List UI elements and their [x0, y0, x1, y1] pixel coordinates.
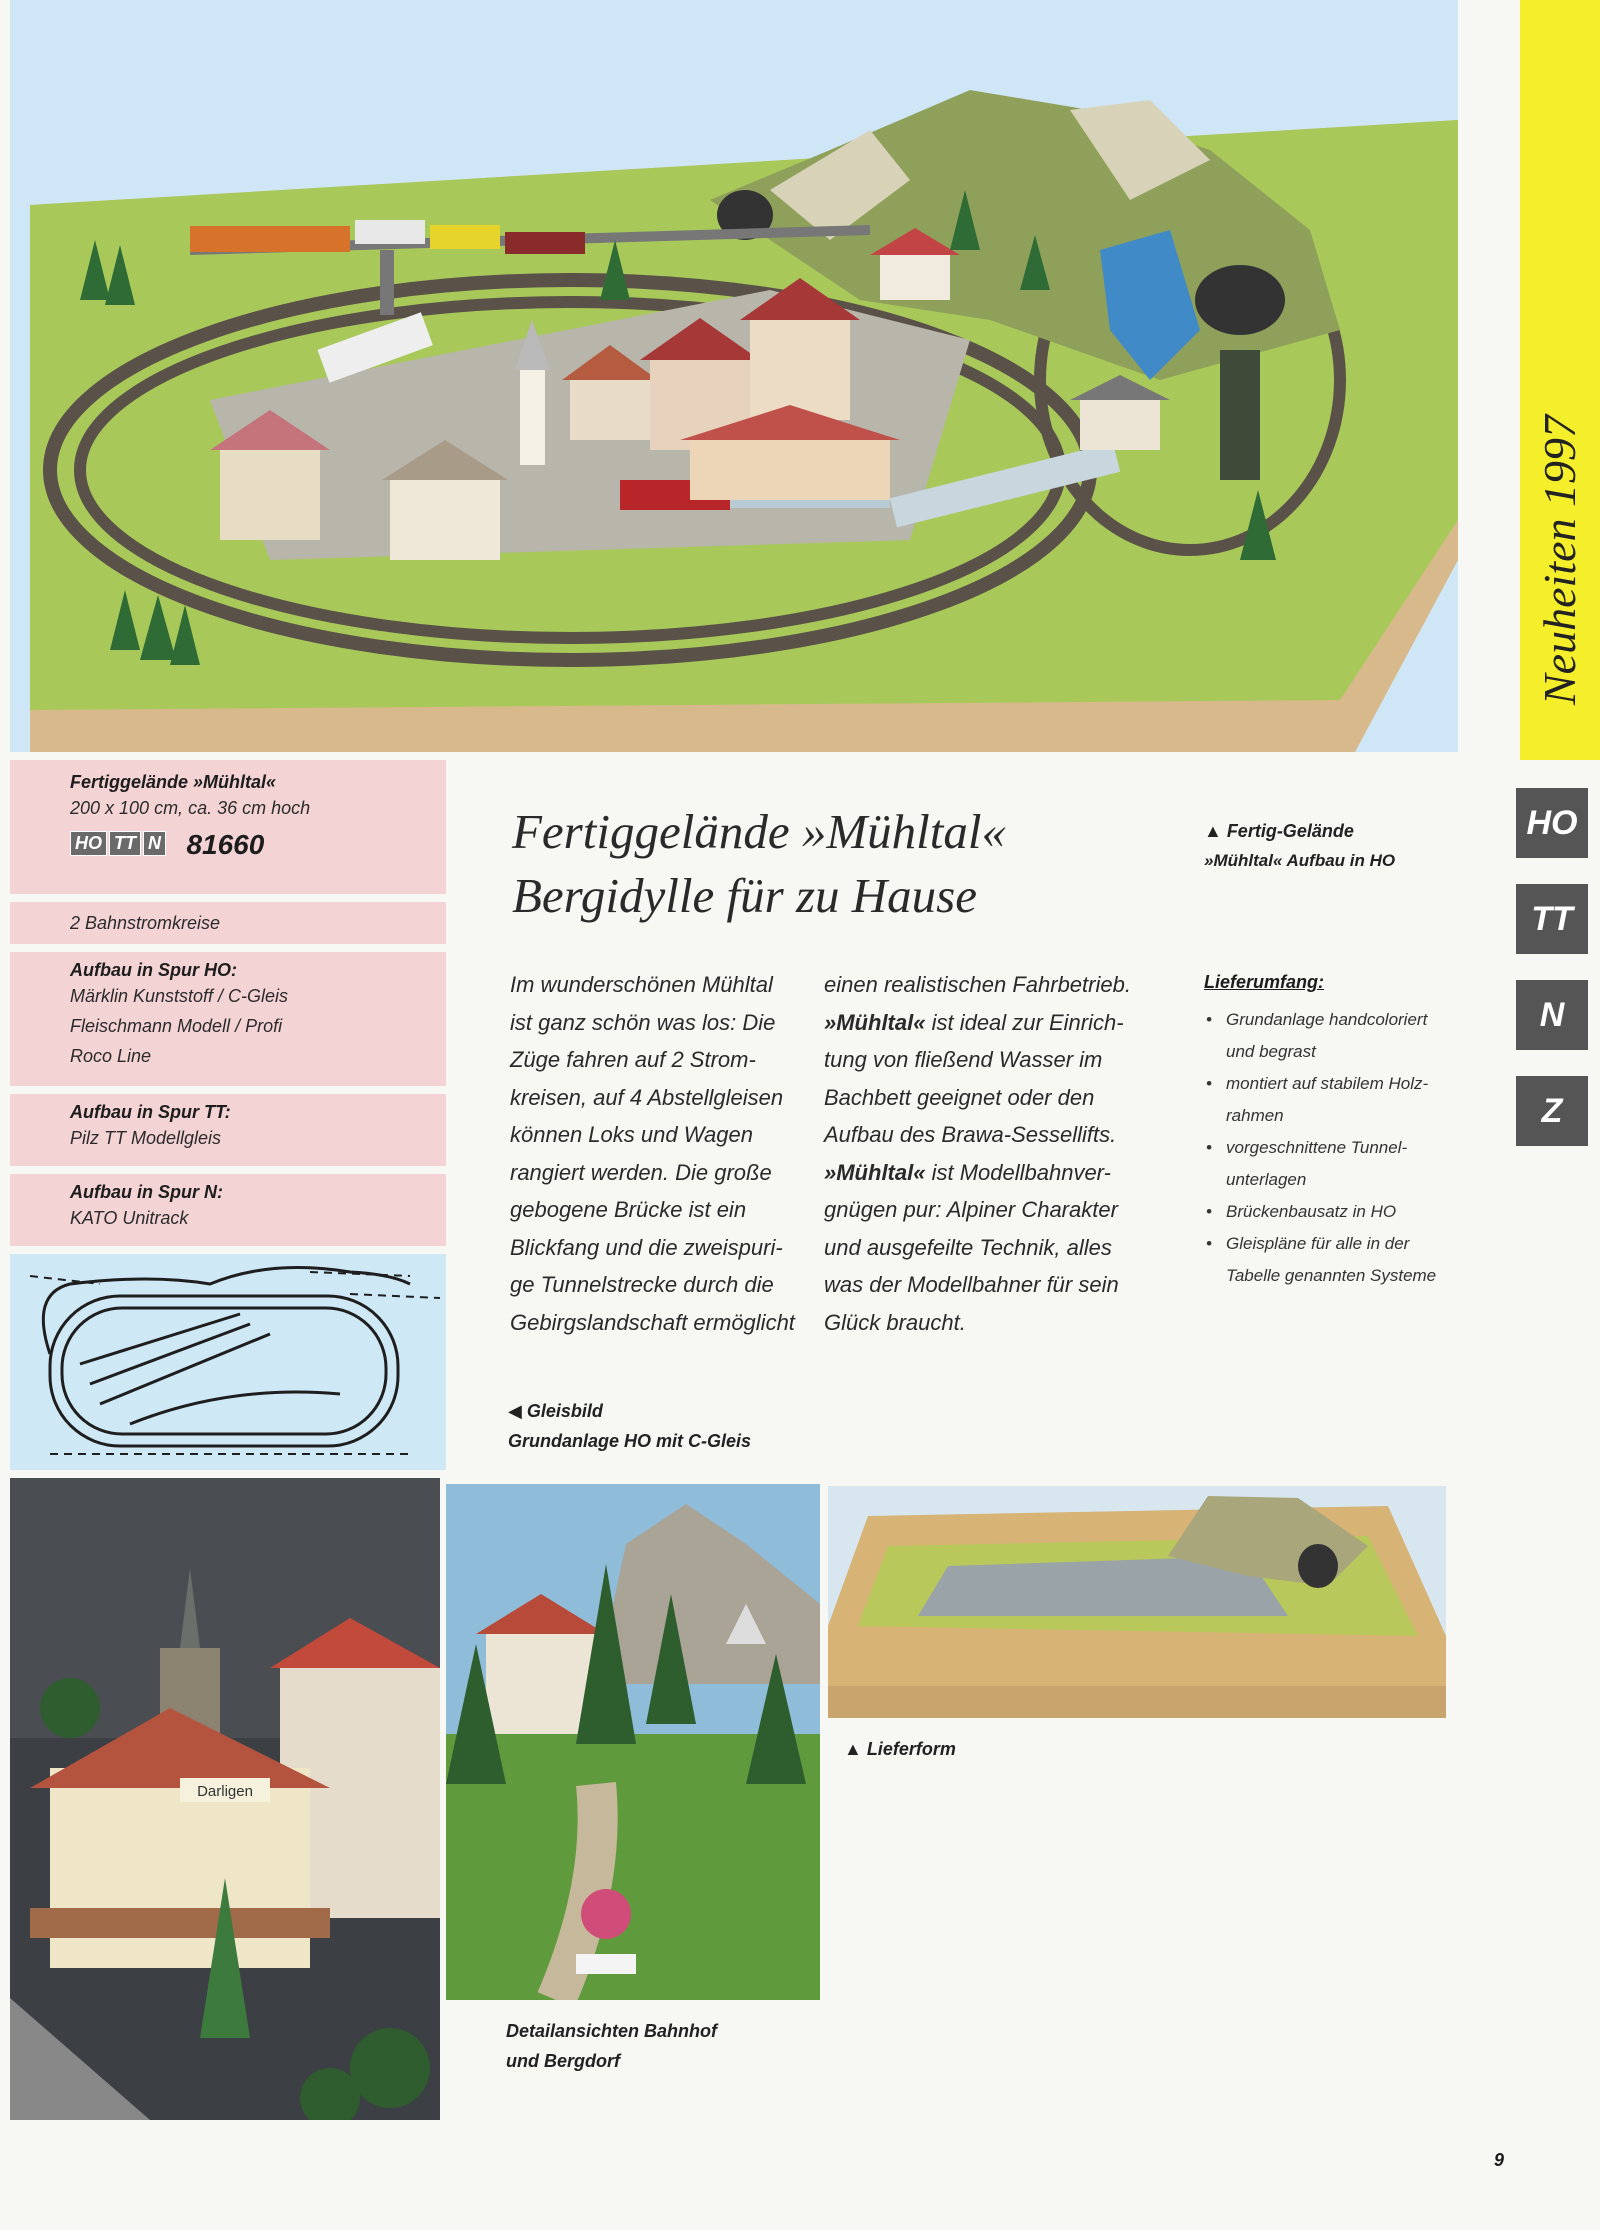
headline-line2: Bergidylle für zu Hause — [512, 868, 977, 923]
scale-badge-tt: TT — [109, 831, 141, 856]
scale-badge-n: N — [143, 831, 166, 856]
year-tab — [1520, 0, 1600, 760]
product-size: 200 x 100 cm, ca. 36 cm hoch — [70, 798, 311, 818]
spur-ho-heading: Aufbau in Spur HO: — [70, 960, 237, 980]
scale-badge-ho: HO — [70, 831, 107, 856]
village-detail-photo — [446, 1484, 820, 2000]
spur-n-box — [10, 1174, 446, 1246]
body-text-2c: ist Modellbahnver- gnügen pur: Alpiner Charakter und ausgefeilte Technik, alles was der Modellbahner für sein Glück braucht. — [824, 1159, 1119, 1335]
caption-gleisbild-line1: ◀ Gleisbild — [508, 1401, 603, 1421]
circuits-box — [10, 902, 446, 944]
caption-detail-line2: und Bergdorf — [506, 2051, 620, 2071]
caption-detail-line1: Detailansichten Bahnhof — [506, 2021, 718, 2041]
spur-n-line: KATO Unitrack — [70, 1208, 189, 1228]
caption-lieferform: ▲ Lieferform — [844, 1739, 956, 1759]
year-tab-label: Neuheiten 1997 — [1534, 415, 1585, 705]
product-id-row — [70, 829, 446, 861]
spur-ho-box — [10, 952, 446, 1086]
station-detail-photo — [10, 1478, 440, 2120]
scale-tab-tt[interactable]: TT — [1516, 884, 1588, 954]
scale-tab-ho[interactable]: HO — [1516, 788, 1588, 858]
product-name: Fertiggelände »Mühltal« — [70, 772, 277, 792]
caption-top-right-line2: »Mühltal« Aufbau in HO — [1204, 851, 1396, 870]
product-header-box — [10, 760, 446, 894]
body-column-2 — [824, 966, 1144, 1341]
page-title — [512, 800, 1132, 928]
headline-line1: Fertiggelände »Mühltal« — [512, 804, 1006, 859]
scale-tab-z[interactable]: Z — [1516, 1076, 1588, 1146]
delivery-form-photo — [828, 1486, 1446, 1718]
list-item: • vorgeschnittene Tunnel- unterlagen — [1204, 1132, 1474, 1196]
scale-tab-n[interactable]: N — [1516, 980, 1588, 1050]
spur-tt-box — [10, 1094, 446, 1166]
station-sign-text: Darligen — [197, 1783, 253, 1800]
body-column-1 — [510, 966, 800, 1341]
lieferumfang-title: Lieferumfang: — [1204, 972, 1325, 992]
caption-detail — [506, 2016, 717, 2076]
lieferumfang-list — [1204, 1004, 1474, 1292]
spur-ho-line: Roco Line — [70, 1046, 152, 1066]
spur-tt-heading: Aufbau in Spur TT: — [70, 1102, 231, 1122]
caption-gleisbild — [508, 1396, 751, 1456]
body-text-2a: einen realistischen Fahrbetrieb. — [824, 972, 1131, 997]
list-item: • montiert auf stabilem Holz- rahmen — [1204, 1068, 1474, 1132]
spur-ho-line: Fleischmann Modell / Profi — [70, 1016, 283, 1036]
product-name-bold: »Mühltal« — [824, 1009, 926, 1035]
page-number: 9 — [1494, 2150, 1505, 2170]
caption-top-right — [1204, 816, 1395, 876]
body-text-1: Im wunderschönen Mühltal ist ganz schön was los: Die Züge fahren auf 2 Strom- kreisen, auf 4 Abstellgleisen können Loks und Wagen rangiert werden. Die große gebogene Brücke ist ein Blickfang und die zweispuri- ge Tunnelstrecke durch die Gebirgslandschaft ermöglicht — [510, 972, 795, 1335]
list-item: • Gleispläne für alle in der Tabelle genannten Systeme — [1204, 1228, 1474, 1292]
track-plan-diagram — [10, 1254, 446, 1470]
caption-top-right-line1: ▲ Fertig-Gelände — [1204, 821, 1354, 841]
layout-photo-main — [10, 0, 1458, 752]
article-number: 81660 — [186, 829, 265, 860]
list-item: • Brückenbausatz in HO — [1204, 1196, 1474, 1228]
spur-ho-line: Märklin Kunststoff / C-Gleis — [70, 986, 289, 1006]
spur-tt-line: Pilz TT Modellgleis — [70, 1128, 222, 1148]
list-item: • Grundanlage handcoloriert und begrast — [1204, 1004, 1474, 1068]
caption-gleisbild-line2: Grundanlage HO mit C-Gleis — [508, 1431, 752, 1451]
product-name-bold: »Mühltal« — [824, 1159, 926, 1185]
spur-n-heading: Aufbau in Spur N: — [70, 1182, 223, 1202]
circuits-text: 2 Bahnstromkreise — [70, 913, 221, 933]
body-text-2b: ist ideal zur Einrich- tung von fließend Wasser im Bachbett geeignet oder den Aufbau des Brawa-Sessellifts. — [824, 1009, 1124, 1147]
